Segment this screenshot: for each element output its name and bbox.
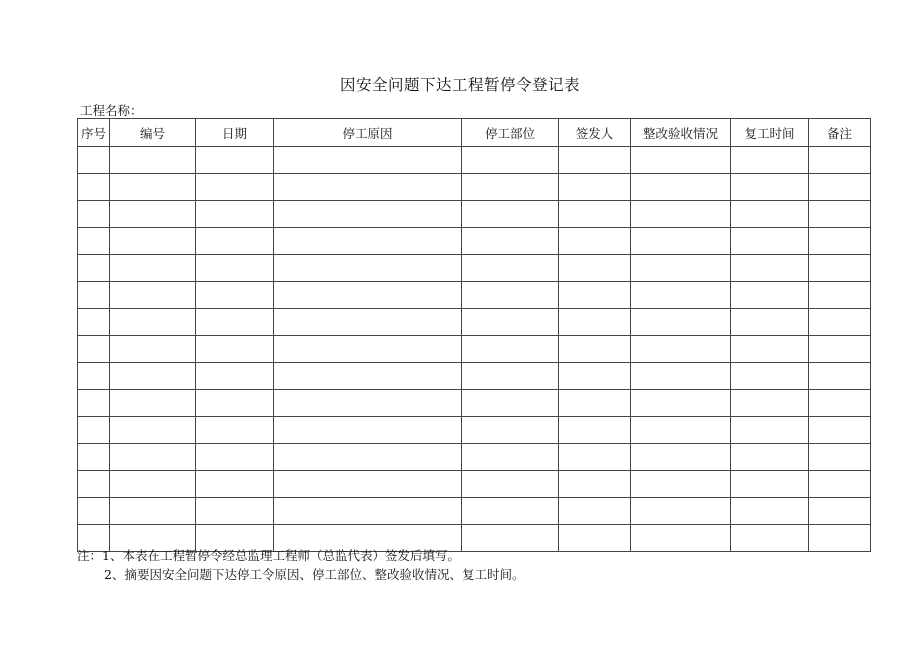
table-cell[interactable] [274,444,462,471]
table-cell[interactable] [274,255,462,282]
table-cell[interactable] [559,201,631,228]
table-cell[interactable] [196,471,274,498]
table-cell[interactable] [809,444,871,471]
table-cell[interactable] [462,390,559,417]
table-cell[interactable] [196,255,274,282]
table-cell[interactable] [809,390,871,417]
table-cell[interactable] [462,201,559,228]
table-cell[interactable] [274,201,462,228]
table-cell[interactable] [731,471,809,498]
table-row [78,471,871,498]
table-header-row [78,119,871,147]
table-cell[interactable] [731,417,809,444]
table-cell[interactable] [78,309,110,336]
table-cell[interactable] [809,525,871,552]
table-cell[interactable] [110,471,196,498]
col-header-issuer: 签发人 [559,119,631,147]
table-cell[interactable] [559,282,631,309]
table-cell[interactable] [462,282,559,309]
table-cell[interactable] [196,201,274,228]
note-2: 2、摘要因安全问题下达停工令原因、停工部位、整改验收情况、复工时间。 [104,567,525,582]
table-cell[interactable] [462,498,559,525]
table-cell[interactable] [462,228,559,255]
table-row [78,498,871,525]
table-cell[interactable] [731,255,809,282]
table-cell[interactable] [110,498,196,525]
table-cell[interactable] [196,309,274,336]
table-cell[interactable] [809,147,871,174]
table-cell[interactable] [731,525,809,552]
table-cell[interactable] [196,444,274,471]
table-cell[interactable] [559,255,631,282]
table-cell[interactable] [809,282,871,309]
table-cell[interactable] [462,147,559,174]
table-cell[interactable] [809,309,871,336]
table-cell[interactable] [78,390,110,417]
table-cell[interactable] [809,228,871,255]
table-cell[interactable] [809,498,871,525]
table-cell[interactable] [631,525,731,552]
table-cell[interactable] [559,174,631,201]
table-cell[interactable] [731,282,809,309]
table-cell[interactable] [809,417,871,444]
table-row [78,147,871,174]
table-cell[interactable] [462,363,559,390]
table-cell[interactable] [196,282,274,309]
table-cell[interactable] [559,147,631,174]
table-cell[interactable] [110,147,196,174]
table-cell[interactable] [731,336,809,363]
table-cell[interactable] [462,444,559,471]
table-cell[interactable] [631,228,731,255]
table-cell[interactable] [274,282,462,309]
table-cell[interactable] [196,228,274,255]
table-cell[interactable] [78,417,110,444]
table-cell[interactable] [731,363,809,390]
table-cell[interactable] [462,174,559,201]
table-cell[interactable] [110,309,196,336]
table-cell[interactable] [559,444,631,471]
table-cell[interactable] [731,390,809,417]
table-cell[interactable] [462,471,559,498]
col-header-remarks: 备注 [809,119,871,147]
table-cell[interactable] [559,309,631,336]
table-cell[interactable] [809,363,871,390]
table-cell[interactable] [196,417,274,444]
table-cell[interactable] [462,336,559,363]
table-cell[interactable] [559,336,631,363]
table-cell[interactable] [78,201,110,228]
table-cell[interactable] [809,336,871,363]
col-header-number: 编号 [110,119,196,147]
table-cell[interactable] [559,228,631,255]
table-cell[interactable] [731,201,809,228]
col-header-rectification: 整改验收情况 [631,119,731,147]
table-cell[interactable] [110,336,196,363]
table-cell[interactable] [731,147,809,174]
table-cell[interactable] [78,174,110,201]
table-cell[interactable] [631,174,731,201]
table-cell[interactable] [196,498,274,525]
table-cell[interactable] [731,498,809,525]
table-cell[interactable] [274,363,462,390]
table-cell[interactable] [78,471,110,498]
table-cell[interactable] [631,336,731,363]
table-cell[interactable] [196,174,274,201]
table-cell[interactable] [462,417,559,444]
col-header-reason: 停工原因 [274,119,462,147]
table-cell[interactable] [110,444,196,471]
table-cell[interactable] [631,444,731,471]
table-cell[interactable] [274,309,462,336]
table-cell[interactable] [731,174,809,201]
table-cell[interactable] [631,255,731,282]
table-cell[interactable] [559,525,631,552]
table-row [78,255,871,282]
table-cell[interactable] [196,363,274,390]
col-header-resume-time: 复工时间 [731,119,809,147]
table-cell[interactable] [110,390,196,417]
table-cell[interactable] [110,363,196,390]
table-cell[interactable] [809,255,871,282]
table-cell[interactable] [78,228,110,255]
table-cell[interactable] [78,282,110,309]
table-row [78,228,871,255]
table-cell[interactable] [274,417,462,444]
col-header-index: 序号 [78,119,110,147]
table-cell[interactable] [196,147,274,174]
table-cell[interactable] [78,255,110,282]
table-row [78,444,871,471]
project-name-label: 工程名称： [80,103,143,118]
table-cell[interactable] [196,336,274,363]
table-cell[interactable] [78,498,110,525]
table-cell[interactable] [559,498,631,525]
table-cell[interactable] [809,201,871,228]
col-header-location: 停工部位 [462,119,559,147]
table-row [78,390,871,417]
table-cell[interactable] [274,390,462,417]
table-cell[interactable] [78,444,110,471]
table-cell[interactable] [110,417,196,444]
table-cell[interactable] [78,336,110,363]
table-cell[interactable] [631,147,731,174]
table-cell[interactable] [809,174,871,201]
table-cell[interactable] [731,309,809,336]
table-cell[interactable] [559,363,631,390]
register-table [77,118,871,552]
table-cell[interactable] [559,471,631,498]
table-cell[interactable] [274,471,462,498]
table-cell[interactable] [274,174,462,201]
table-row [78,336,871,363]
notes [77,546,524,584]
table-cell[interactable] [631,201,731,228]
table-cell[interactable] [631,498,731,525]
table-cell[interactable] [274,336,462,363]
table-cell[interactable] [631,309,731,336]
table-cell[interactable] [462,255,559,282]
table-row [78,417,871,444]
table-cell[interactable] [631,417,731,444]
table-cell[interactable] [809,471,871,498]
table-cell[interactable] [462,309,559,336]
table-cell[interactable] [274,228,462,255]
table-row [78,363,871,390]
table-cell[interactable] [78,147,110,174]
table-cell[interactable] [631,363,731,390]
table-cell[interactable] [110,255,196,282]
table-cell[interactable] [110,201,196,228]
table-cell[interactable] [196,390,274,417]
table-cell[interactable] [78,363,110,390]
table-cell[interactable] [731,444,809,471]
project-name-row [80,101,371,119]
table-cell[interactable] [110,228,196,255]
table-cell[interactable] [110,174,196,201]
table-cell[interactable] [559,390,631,417]
table-cell[interactable] [731,228,809,255]
table-cell[interactable] [274,498,462,525]
table-cell[interactable] [559,417,631,444]
table-cell[interactable] [274,147,462,174]
table-cell[interactable] [631,471,731,498]
document-title: 因安全问题下达工程暂停令登记表 [339,76,580,94]
table-cell[interactable] [110,282,196,309]
table-cell[interactable] [631,390,731,417]
note-1: 注：1、本表在工程暂停令经总监理工程师（总监代表）签发后填写。 [77,548,460,563]
table-row [78,309,871,336]
table-row [78,201,871,228]
table-row [78,282,871,309]
col-header-date: 日期 [196,119,274,147]
table-row [78,174,871,201]
table-cell[interactable] [631,282,731,309]
